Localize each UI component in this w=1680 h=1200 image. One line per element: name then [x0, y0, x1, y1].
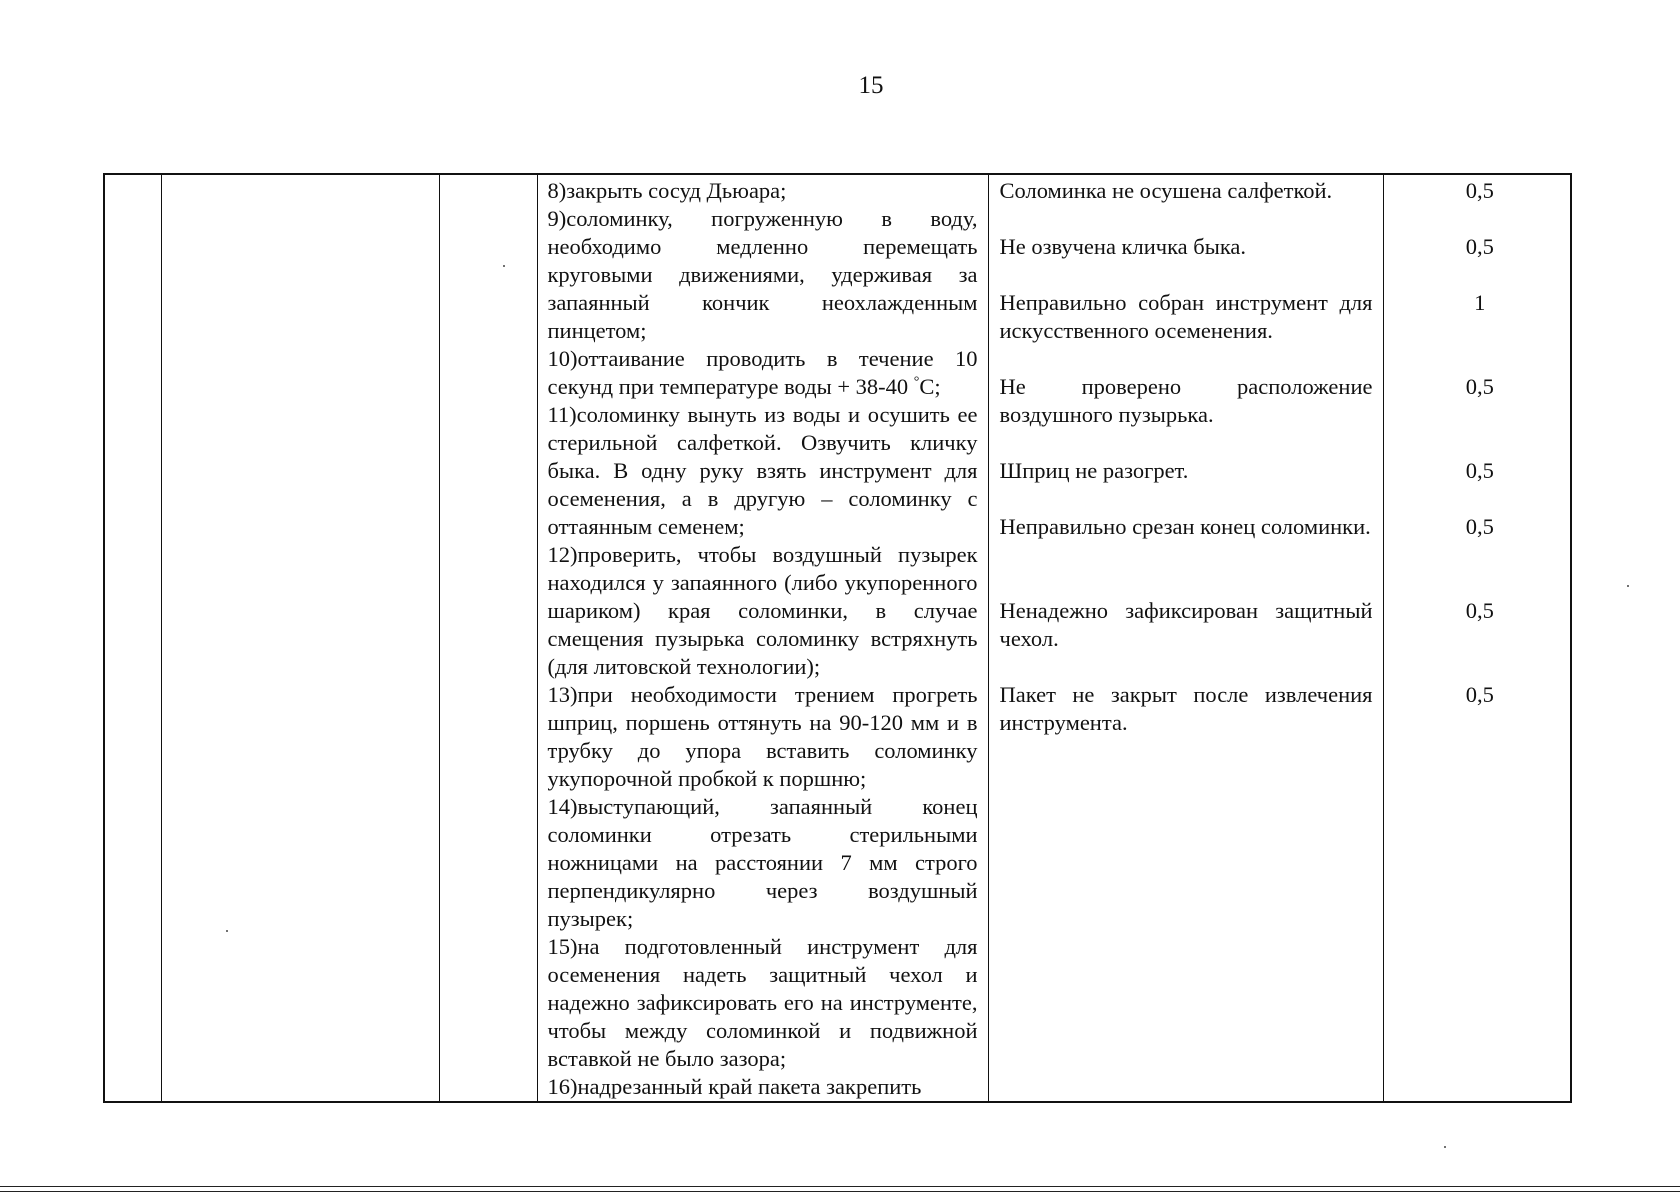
- points-value: 0,5: [1465, 682, 1494, 707]
- scan-speck: [1444, 1146, 1446, 1148]
- scan-speck: [226, 930, 228, 932]
- points-value: 0,5: [1465, 598, 1494, 623]
- points-value: 1: [1474, 290, 1486, 315]
- points-value: 0,5: [1465, 458, 1494, 483]
- scan-speck: [1627, 585, 1629, 587]
- error-item: Неправильно срезан конец соломинки.: [999, 514, 1371, 539]
- error-item: Неправильно собран инструмент для искусственного осеменения.: [999, 290, 1373, 343]
- error-item: Не проверено расположение воздушного пузырька.: [999, 374, 1373, 427]
- error-item: Не озвучена кличка быка.: [999, 234, 1247, 259]
- points-cell: [1383, 174, 1571, 1102]
- step-11: 11)соломинку вынуть из воды и осушить ее стерильной салфеткой. Озвучить кличку быка. В одну руку взять инструмент для осеменения, а в другую – соломинку с оттаянным семенем;: [547, 402, 978, 539]
- errors-cell: [988, 174, 1383, 1102]
- procedure-steps-cell: [537, 174, 988, 1102]
- error-item: Шприц не разогрет.: [999, 458, 1189, 483]
- error-item: Пакет не закрыт после извлечения инструмента.: [999, 682, 1373, 735]
- step-13: 13)при необходимости трением прогреть шприц, поршень оттянуть на 90-120 мм и в трубку до упора вставить соломинку укупорочной пробкой к поршню;: [547, 682, 978, 791]
- bottom-rule: [0, 1186, 1680, 1187]
- bottom-rule: [0, 1191, 1680, 1192]
- empty-cell-number: [104, 174, 161, 1102]
- points-value: 0,5: [1465, 178, 1494, 203]
- scan-speck: [503, 265, 505, 267]
- step-12: 12)проверить, чтобы воздушный пузырек находился у запаянного (либо укупоренного шариком) края соломинки, в случае смещения пузырька соломинку встряхнуть (для литовской технологии);: [547, 542, 978, 679]
- points-value: 0,5: [1465, 514, 1494, 539]
- empty-cell-time: [439, 174, 537, 1102]
- page-number: 15: [858, 72, 884, 99]
- step-10: 10)оттаивание проводить в течение 10 секунд при температуре воды + 38-40 °С;: [547, 346, 978, 399]
- error-item: Ненадежно зафиксирован защитный чехол.: [999, 598, 1373, 651]
- step-9: 9)соломинку, погруженную в воду, необходимо медленно перемещать круговыми движениями, удерживая за запаянный кончик неохлажденным пинцетом;: [547, 206, 978, 343]
- points-value: 0,5: [1465, 234, 1494, 259]
- step-8: 8)закрыть сосуд Дьюара;: [547, 178, 787, 203]
- points-value: 0,5: [1465, 374, 1494, 399]
- error-item: Соломинка не осушена салфеткой.: [999, 178, 1333, 203]
- step-15: 15)на подготовленный инструмент для осеменения надеть защитный чехол и надежно зафиксировать его на инструменте, чтобы между соломинкой и подвижной вставкой не было зазора;: [547, 934, 978, 1071]
- step-14: 14)выступающий, запаянный конец соломинки отрезать стерильными ножницами на расстоянии 7 мм строго перпендикулярно через воздушный пузырек;: [547, 794, 978, 931]
- criteria-table: [103, 173, 1572, 1103]
- step-16: 16)надрезанный край пакета закрепить: [547, 1074, 922, 1099]
- empty-cell-name: [161, 174, 439, 1102]
- table-row: [104, 174, 1571, 1102]
